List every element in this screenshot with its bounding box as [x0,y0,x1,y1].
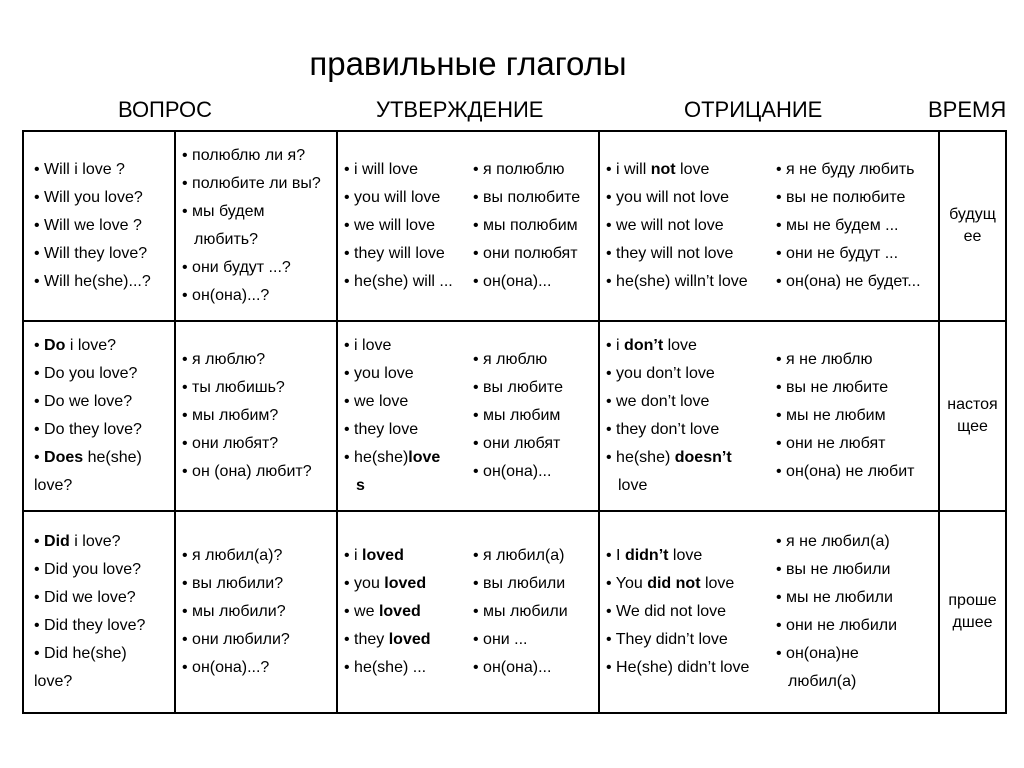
cell-future-negative [599,131,939,321]
list-item: • вы полюбите [473,189,581,206]
list-item: • полюблю ли я? [182,147,306,164]
cell-present-tense [939,321,1006,511]
list-item: • он(она)... [473,659,552,676]
list-item: love? [34,673,73,690]
list-item: • he(she) doesn’t [606,449,732,466]
list-item: • Do you love? [34,365,138,382]
list-item: • you will not love [606,189,729,206]
list-item: • we will love [344,217,435,234]
list-item: • You did not love [606,575,735,592]
list-item: • я не буду любить [776,161,915,178]
list-item: • вы любите [473,379,563,396]
list-item: • вы любили [473,575,566,592]
list-item: • Did i love? [34,533,121,550]
table-row-past [23,511,1006,713]
list-item: • he(she) willn’t love [606,273,748,290]
list-item: • Do they love? [34,421,142,438]
list-item: • Does he(she) [34,449,142,466]
list-item: • они не любят [776,435,886,452]
list-item: • я полюблю [473,161,565,178]
list-item: • they will love [344,245,445,262]
list-item: • they don’t love [606,421,720,438]
list-item: • мы не любим [776,407,886,424]
cell-future-tense [939,131,1006,321]
list-item: • they loved [344,631,431,648]
list-item: • Do i love? [34,337,117,354]
list-item: • я люблю [473,351,548,368]
cell-past-question-en [23,511,175,713]
list-item: • я не люблю [776,351,873,368]
tense-label: дшее [952,614,993,631]
list-item: • They didn’t love [606,631,728,648]
list-item: • мы любили [473,603,568,620]
header-question: ВОПРОС [118,97,213,122]
header-negative: ОТРИЦАНИЕ [684,97,823,122]
list-item: • Will they love? [34,245,148,262]
header-affirmative: УТВЕРЖДЕНИЕ [376,97,544,122]
list-item: • he(she)love [344,449,441,466]
list-item: • you don’t love [606,365,715,382]
list-item: • Will you love? [34,189,143,206]
list-item: • он(она)... [473,463,552,480]
list-item: • i love [344,337,392,354]
list-item: • они любят? [182,435,279,452]
header-tense: ВРЕМЯ [928,97,1007,122]
list-item: • he(she) will ... [344,273,453,290]
list-item: • мы любили? [182,603,286,620]
list-item: любил(а) [788,673,857,690]
tense-label: проше [948,592,997,609]
cell-future-affirmative [337,131,599,321]
tense-label: щее [957,418,988,435]
list-item: • ты любишь? [182,379,285,396]
list-item: • мы полюбим [473,217,578,234]
list-item: • i don’t love [606,337,697,354]
list-item: • он (она) любит? [182,463,312,480]
list-item: • я любил(а)? [182,547,283,564]
table-row-future [23,131,1006,321]
list-item: • I didn’t love [606,547,703,564]
list-item: • Did we love? [34,589,136,606]
list-item: • они не любили [776,617,898,634]
list-item: любить? [194,231,258,248]
list-item: • они будут ...? [182,259,291,276]
cell-present-question-en [23,321,175,511]
list-item: • вы не полюбите [776,189,906,206]
tense-label: настоя [947,396,998,413]
cell-future-question-en [23,131,175,321]
list-item: • i will love [344,161,419,178]
list-item: • он(она)не [776,645,859,662]
list-item: love [618,477,648,494]
list-item: • he(she) ... [344,659,427,676]
list-item: • мы любим [473,407,561,424]
list-item: • Did you love? [34,561,141,578]
verb-table [22,130,1007,714]
cell-past-question-ru [175,511,337,713]
list-item: • вы не любили [776,561,891,578]
list-item: • they love [344,421,419,438]
cell-past-negative [599,511,939,713]
list-item: love? [34,477,73,494]
list-item: • you will love [344,189,441,206]
cell-past-tense [939,511,1006,713]
list-item: • я люблю? [182,351,266,368]
list-item: • вы не любите [776,379,889,396]
list-item: • мы будем [182,203,265,220]
list-item: • я любил(а) [473,547,565,564]
list-item: • Did they love? [34,617,146,634]
list-item: • Will i love ? [34,161,125,178]
list-item: • Did he(she) [34,645,127,662]
list-item: • we don’t love [606,393,710,410]
list-item: • он(она) не любит [776,463,915,480]
list-item: • you love [344,365,414,382]
list-item: • we loved [344,603,421,620]
list-item: • он(она) не будет... [776,273,921,290]
cell-present-affirmative [337,321,599,511]
cell-past-affirmative [337,511,599,713]
list-item: • we will not love [606,217,724,234]
list-item: • you loved [344,575,427,592]
list-item: • Will we love ? [34,217,142,234]
list-item: • мы не будем ... [776,217,899,234]
cell-present-negative [599,321,939,511]
list-item: • я не любил(а) [776,533,890,550]
tense-label: будущ [949,206,996,223]
table-row-present [23,321,1006,511]
list-item: • i will not love [606,161,710,178]
list-item: • i loved [344,547,404,564]
list-item: • We did not love [606,603,727,620]
list-item: • он(она)...? [182,287,270,304]
list-item: • Will he(she)...? [34,273,151,290]
list-item: • мы любим? [182,407,279,424]
list-item: • они полюбят [473,245,578,262]
tense-label: ее [963,228,982,245]
list-item: • он(она)...? [182,659,270,676]
list-item: • вы любили? [182,575,284,592]
list-item: s [356,477,365,494]
list-item: • they will not love [606,245,734,262]
list-item: • они любят [473,435,561,452]
list-item: • He(she) didn’t love [606,659,750,676]
list-item: • они не будут ... [776,245,899,262]
list-item: • они любили? [182,631,290,648]
cell-future-question-ru [175,131,337,321]
list-item: • мы не любили [776,589,893,606]
cell-present-question-ru [175,321,337,511]
list-item: • он(она)... [473,273,552,290]
list-item: • we love [344,393,409,410]
page-title: правильные глаголы [309,45,627,82]
list-item: • полюбите ли вы? [182,175,321,192]
list-item: • Do we love? [34,393,133,410]
list-item: • они ... [473,631,528,648]
